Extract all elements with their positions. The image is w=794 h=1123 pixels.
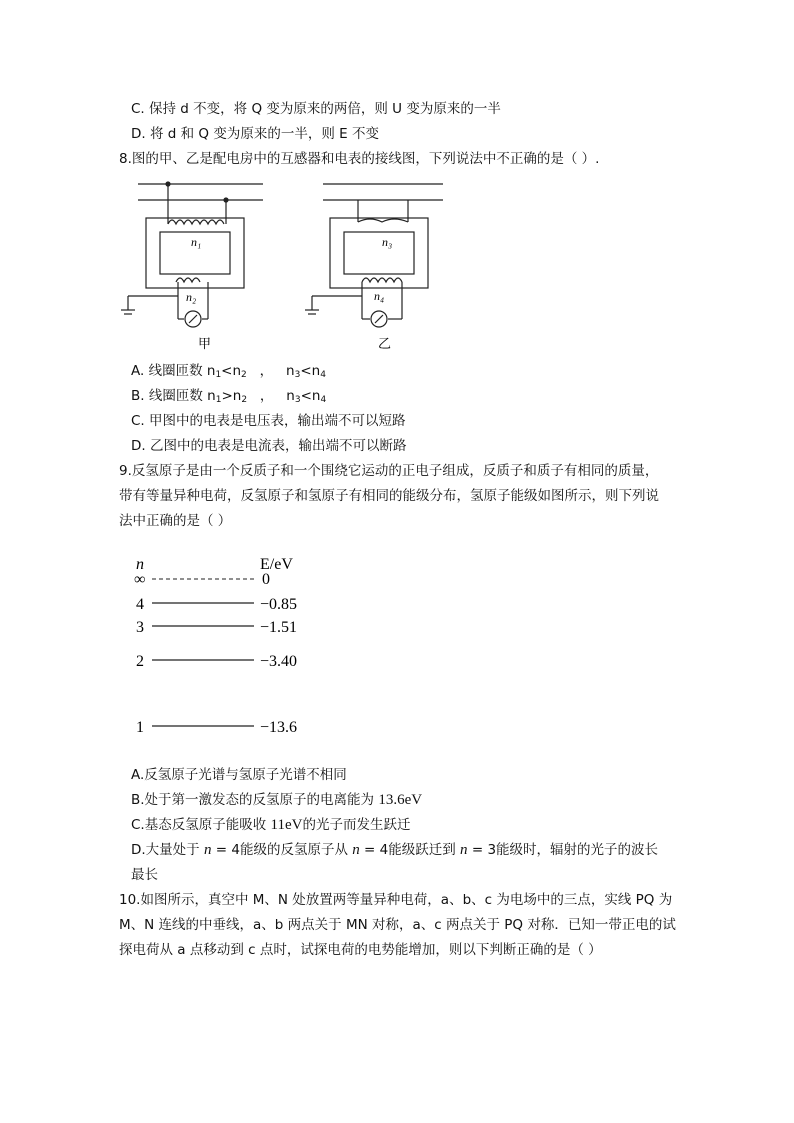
label-n3: n₃ — [382, 235, 393, 249]
q9-option-d-line2: 最长 — [131, 867, 158, 883]
level-3-n: 3 — [136, 619, 144, 636]
q8-option-d: D. 乙图中的电表是电流表，输出端不可以断路 — [131, 438, 407, 454]
q8-option-c: C. 甲图中的电表是电压表，输出端不可以短路 — [131, 413, 406, 429]
level-inf-n: ∞ — [134, 571, 146, 588]
q10-stem-line2: M、N 连线的中垂线，a、b 两点关于 MN 对称，a、c 两点关于 PQ 对称．已知一带正电的试 — [119, 917, 676, 933]
q9-option-a: A.反氢原子光谱与氢原子光谱不相同 — [131, 767, 347, 783]
caption-yi: 乙 — [378, 336, 392, 351]
q10-stem-line3: 探电荷从 a 点移动到 c 点时，试探电荷的电势能增加，则以下判断正确的是（ ） — [119, 942, 602, 958]
transformer-right — [305, 184, 443, 327]
level-inf-energy: 0 — [262, 571, 270, 588]
q9-option-b: B.处于第一激发态的反氢原子的电离能为 13.6eV — [131, 792, 423, 808]
q8-stem: 8.图的甲、乙是配电房中的互感器和电表的接线图，下列说法中不正确的是（ ）. — [119, 151, 600, 167]
label-n2: n₂ — [186, 290, 197, 304]
q10-stem-line1: 10.如图所示，真空中 M、N 处放置两等量异种电荷，a、b、c 为电场中的三点，实线 PQ 为 — [119, 892, 673, 908]
q9-option-c: C.基态反氢原子能吸收 11eV的光子而发生跃迁 — [131, 817, 411, 833]
q9-stem-line1: 9.反氢原子是由一个反质子和一个围绕它运动的正电子组成，反质子和质子有相同的质量， — [119, 463, 659, 479]
axis-n-label: n — [136, 556, 144, 573]
q9-option-d: D.大量处于 n = 4能级的反氢原子从 n = 4能级跃迁到 n = 3能级时，辐射的光子的波长 — [131, 842, 659, 858]
label-n4: n₄ — [374, 289, 385, 303]
caption-jia: 甲 — [198, 336, 212, 351]
level-4-energy: −0.85 — [260, 596, 298, 613]
level-4-n: 4 — [136, 596, 144, 613]
level-1-energy: −13.6 — [260, 719, 298, 736]
q7-option-d: D. 将 d 和 Q 变为原来的一半，则 E 不变 — [131, 126, 379, 142]
label-n1: n₁ — [191, 235, 202, 249]
q9-stem-line2: 带有等量异种电荷，反氢原子和氢原子有相同的能级分布，氢原子能级如图所示，则下列说 — [119, 488, 659, 504]
transformer-left — [121, 182, 263, 327]
q8-option-b: B. 线圈匝数 $n_1>n_2$ ， $n_3<n_4$ — [131, 388, 327, 405]
energy-level-diagram — [128, 552, 328, 742]
transformer-diagram — [118, 174, 458, 356]
q9-stem-line3: 法中正确的是（ ） — [119, 513, 232, 529]
level-2-energy: −3.40 — [260, 653, 298, 670]
q8-option-a: A. 线圈匝数 $n_1<n_2$ ， $n_3<n_4$ — [131, 363, 326, 380]
level-2-n: 2 — [136, 653, 144, 670]
q7-option-c: C. 保持 d 不变，将 Q 变为原来的两倍，则 U 变为原来的一半 — [131, 101, 501, 117]
axis-e-label: E/eV — [260, 556, 293, 573]
level-1-n: 1 — [136, 719, 144, 736]
level-3-energy: −1.51 — [260, 619, 298, 636]
